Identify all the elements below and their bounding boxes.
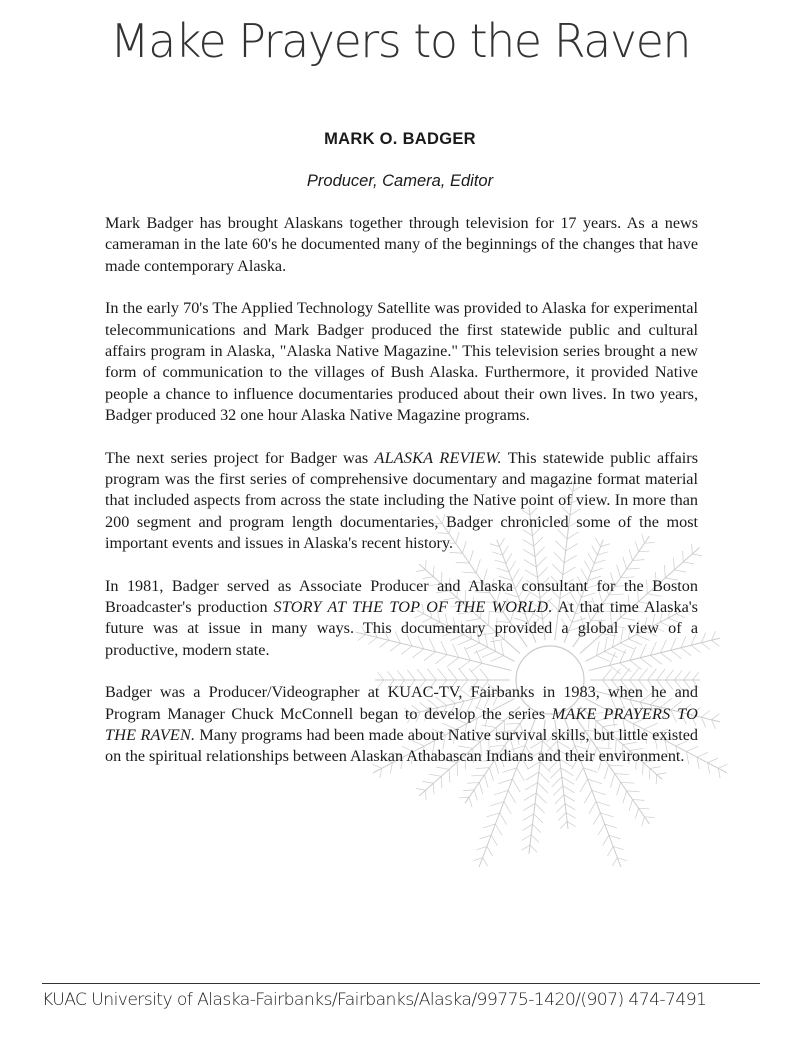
program-title: ALASKA REVIEW.	[374, 448, 502, 467]
paragraph-rest: This statewide public affairs program was the first series of comprehensive documentary and magazine format material that included aspects from across the state including the Native point of view. In more than 200 segment and program length documentaries, Badger chronicled some of the most important events and issues in Alaska's recent history.	[105, 448, 698, 552]
person-name: MARK O. BADGER	[324, 130, 476, 148]
masthead-title: Make Prayers to the Raven	[109, 14, 691, 68]
paragraph-satellite-program: In the early 70's The Applied Technology Satellite was provided to Alaska for experimental telecommunications and Mark Badger produced the first statewide public and cultural affairs program in Alaska, "Alaska Native Magazine." This television series brought a new form of communication to the villages of Bush Alaska. Furthermore, it provided Native people a chance to influence documentaries produced about their own lives. In two years, Badger produced 32 one hour Alaska Native Magazine programs.	[105, 299, 698, 424]
paragraph-rest: Many programs had been made about Native survival skills, but little existed on the spiritual relationships between Alaskan Athabascan Indians and their environment.	[105, 725, 698, 766]
paragraph-lead: In 1981, Badger served as Associate Producer and Alaska consultant for the Boston Broadcaster's production	[105, 576, 698, 616]
biography-body	[105, 213, 698, 789]
footer-address: KUAC University of Alaska-Fairbanks/Fairbanks/Alaska/99775-1420/(907) 474-7491	[42, 990, 707, 1010]
paragraph-lead: Badger was a Producer/Videographer at KUAC-TV, Fairbanks in 1983, when he and Program Manager Chuck McConnell began to develop the series	[105, 683, 698, 723]
paragraph-alaska-review	[105, 448, 698, 554]
paragraph-lead: The next series project for Badger was	[105, 448, 375, 467]
person-role: Producer, Camera, Editor	[306, 172, 494, 190]
paragraph-story-top-of-world	[105, 576, 698, 661]
program-title: STORY AT THE TOP OF THE WORLD.	[273, 597, 553, 616]
program-title: MAKE PRAYERS TO THE RAVEN.	[105, 704, 698, 744]
paragraph-rest: At that time Alaska's future was at issue in many ways. This documentary provided a global view of a productive, modern state.	[105, 597, 698, 659]
paragraph-make-prayers	[105, 682, 698, 767]
footer-divider	[42, 983, 760, 984]
paragraph-career-intro: Mark Badger has brought Alaskans together through television for 17 years. As a news cameraman in the late 60's he documented many of the beginnings of the changes that have made contemporary Alaska.	[105, 214, 698, 275]
